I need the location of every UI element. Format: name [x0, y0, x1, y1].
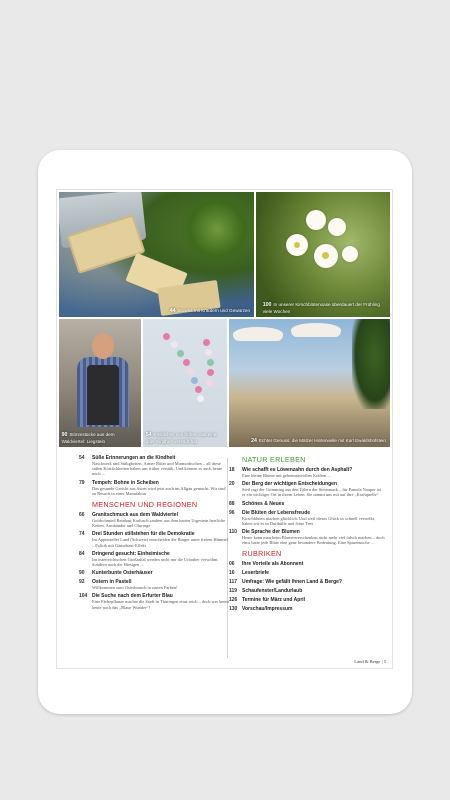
toc-title: Süße Erinnerungen an die Kindheit: [92, 455, 176, 461]
toc-title: Umfrage: Wie gefällt Ihnen Land & Berge?: [242, 579, 342, 586]
bead-shape: [203, 339, 210, 346]
photo-caption-text: In unserer Kirschblütenoase überdauert der Frühling viele Wochen: [262, 302, 380, 314]
photo-caption: [62, 432, 137, 444]
toc-entry[interactable]: [229, 588, 385, 594]
toc-title: Dringend gesucht: Einheimische: [92, 550, 170, 557]
umbrella-shape: [233, 327, 283, 341]
toc-page-number: 18: [229, 467, 235, 473]
toc-description: Kirschblüten machen glücklich. Und weil dieses Glück so schnell verwelkt, haben wir es in Dufthülle und feine Tees: [242, 515, 376, 526]
apron-shape: [87, 365, 119, 425]
bead-shape: [187, 368, 194, 375]
toc-title: Die Blüten der Lebensfreude: [242, 509, 311, 516]
person-head-shape: [92, 333, 114, 359]
umbrella-shape: [291, 323, 341, 337]
toc-entry[interactable]: [79, 455, 229, 477]
section-title: RUBRIKEN: [242, 549, 282, 559]
toc-page-number: 06: [229, 561, 235, 568]
toc-page-number: 104: [79, 593, 88, 600]
photo-page-number: 100: [262, 302, 272, 309]
toc-entry[interactable]: [79, 512, 229, 528]
toc-entry[interactable]: [229, 481, 385, 497]
blossom-shape: [328, 218, 346, 236]
bead-shape: [171, 341, 178, 348]
photo-page-number: 54: [145, 432, 152, 439]
toc-description: Im Appenzeller Land (Schweiz) entscheiden die Bürger unter freiem Himmel – Politik mit Gänsehaut-Effekt: [92, 537, 228, 548]
toc-page-number: 117: [229, 579, 238, 586]
toc-title: Termine für März und April: [242, 597, 306, 604]
blossom-center: [322, 252, 329, 259]
toc-page-number: 74: [79, 531, 85, 538]
toc-title: Der Berg der wichtigen Entscheidungen: [242, 481, 338, 488]
toc-entry[interactable]: [229, 606, 385, 612]
photo-caption-text: Köstliches von früher: das eine oder Kindheit versüßt hat: [145, 432, 217, 444]
toc-page-number: 90: [79, 570, 85, 577]
bead-shape: [206, 379, 213, 386]
photo-caption: [263, 302, 386, 314]
toc-page-number: 119: [229, 588, 238, 595]
bead-shape: [183, 359, 190, 366]
toc-title: Leserbriefe: [242, 570, 269, 577]
photo-snacks[interactable]: [59, 192, 254, 317]
bead-shape: [205, 349, 212, 356]
toc-title: Vorschau/Impressum: [242, 606, 293, 613]
bead-shape: [177, 350, 184, 357]
bead-shape: [197, 395, 204, 402]
toc-entry[interactable]: [229, 510, 385, 526]
photo-page-number: 44: [169, 307, 176, 314]
toc-entry[interactable]: [79, 480, 229, 496]
toc-right-column: [229, 455, 385, 615]
photo-caption: [146, 432, 223, 444]
page-footer: Land & Berge | 5: [354, 659, 386, 664]
blossom-center: [294, 242, 300, 248]
photo-caption-text: Stimmstücke aus dem Waldviertel: Liegstein: [61, 432, 115, 444]
toc-description: Goldschmied Reinhart Karlusch zaubert aus dem harten Urgestein herrliche Ketten, Armbänder und Ohrringe: [92, 518, 226, 529]
photo-caption: [170, 308, 250, 314]
photo-terrace[interactable]: [229, 319, 390, 447]
photo-page-number: 90: [61, 432, 68, 439]
toc-page-number: 16: [229, 570, 235, 577]
toc-description: Naschwerk und Süßigkeiten, Armer Ritter und Marmorkuchen – all diese süßen Köstlichkeiten haben uns früher versüßt. Und können es auch heute noch ...: [92, 461, 223, 477]
toc-description: Im österreichischen Großarltal werden nicht nur die Urlauber verwöhnt. Sondern auch die Hiesigen ...: [92, 556, 219, 568]
toc-description: Willkommen zum Osterbrunch in zarten Farben!: [92, 585, 178, 591]
tree-shape: [352, 319, 390, 409]
toc-title: Die Suche nach dem Erfurter Blau: [92, 593, 173, 600]
photo-caption-text: Echter Genuss: die Mälzer Hinterwelle mit Karl Ewaldshofstein: [258, 437, 386, 443]
magazine-page[interactable]: [57, 190, 392, 668]
photo-candy-necklace[interactable]: [143, 319, 227, 447]
section-title: MENSCHEN UND REGIONEN: [92, 500, 198, 510]
toc-title: Schaufenster/Landurlaub: [242, 588, 303, 595]
photo-caption: [251, 438, 386, 444]
toc-entry[interactable]: [79, 531, 229, 547]
toc-entry[interactable]: [79, 551, 229, 567]
toc-entry[interactable]: [229, 529, 385, 545]
toc-title: Kunterbunte Osterhäuser: [92, 570, 153, 577]
toc-entry[interactable]: [79, 570, 229, 576]
toc-description: Steil ragt der Grimming aus den Tälern der Steiermark – für Pamela Nauper ist er ein wichtiger Ort in ihrem Leben. Sie nimmt uns mit auf ihre „Kraftquelle“: [242, 487, 381, 498]
bead-shape: [191, 377, 198, 384]
toc-page-number: 130: [229, 606, 238, 613]
toc-title: Ihre Vorteile als Abonnent: [242, 561, 304, 568]
toc-entry[interactable]: [229, 467, 385, 478]
bead-shape: [207, 359, 214, 366]
bead-shape: [163, 333, 170, 340]
toc-entry[interactable]: [229, 579, 385, 585]
toc-title: Die Sprache der Blumen: [242, 529, 300, 536]
blossom-shape: [342, 246, 358, 262]
toc-page-number: 84: [79, 550, 85, 557]
blossom-shape: [306, 210, 326, 230]
toc-page-number: 92: [79, 579, 85, 586]
toc-description: Heute kann man beim Blumenverschenken nicht mehr viel falsch machen – doch einst hatte jede Blüte eine ganz besondere Bedeutung. Eine Spurensuche ...: [242, 535, 385, 546]
toc-description: Eine Färbepflanze machte die Stadt in Thüringen einst reich – doch wer kennt heute noch das „Blaue Wunder“?: [92, 599, 229, 610]
photo-page-number: 24: [251, 437, 257, 444]
toc-page-number: 54: [79, 455, 85, 461]
toc-description: Eine kleine Blume mit geheimnisvollen Kräften ...: [242, 473, 331, 478]
toc-page-number: 88: [229, 500, 235, 507]
toc-title: Ostern in Pastell: [92, 579, 132, 586]
bead-shape: [195, 386, 202, 393]
toc-page-number: 79: [79, 479, 85, 486]
toc-entry[interactable]: [229, 570, 385, 576]
herb-shape: [177, 194, 254, 264]
toc-entry[interactable]: [79, 593, 229, 609]
toc-title: Tempeh: Bohne in Scheiben: [92, 479, 159, 486]
toc-entry[interactable]: [79, 579, 229, 590]
section-title: NATUR ERLEBEN: [242, 455, 306, 464]
toc-title: Wie schafft es Löwenzahn durch den Asphalt?: [242, 467, 353, 473]
toc-page-number: 126: [229, 597, 238, 604]
toc-title: Granitschmuck aus dem Waldviertel: [92, 512, 178, 519]
toc-page-number: 66: [79, 512, 85, 519]
toc-title: Schönes & Neues: [242, 500, 285, 507]
toc-entry[interactable]: [229, 501, 385, 507]
toc-title: Drei Stunden stillstehen für die Demokratie: [92, 531, 195, 538]
photo-cherry-blossom[interactable]: [256, 192, 390, 317]
bead-shape: [207, 369, 214, 376]
toc-entry[interactable]: [229, 561, 385, 567]
toc-description: Das gesunde Gericht aus Asien wird jetzt auch im Allgäu gemacht. Wir sind zu Besuch in einer Manufaktur: [92, 485, 226, 496]
toc-page-number: 110: [229, 529, 238, 536]
toc-page-number: 20: [229, 481, 235, 488]
toc-page-number: 96: [229, 509, 235, 516]
photo-caption-text: Snacks mit Kräutern und Gewürzen: [177, 307, 250, 313]
photo-craftsman[interactable]: [59, 319, 141, 447]
toc-left-column: [79, 455, 229, 613]
toc-entry[interactable]: [229, 597, 385, 603]
